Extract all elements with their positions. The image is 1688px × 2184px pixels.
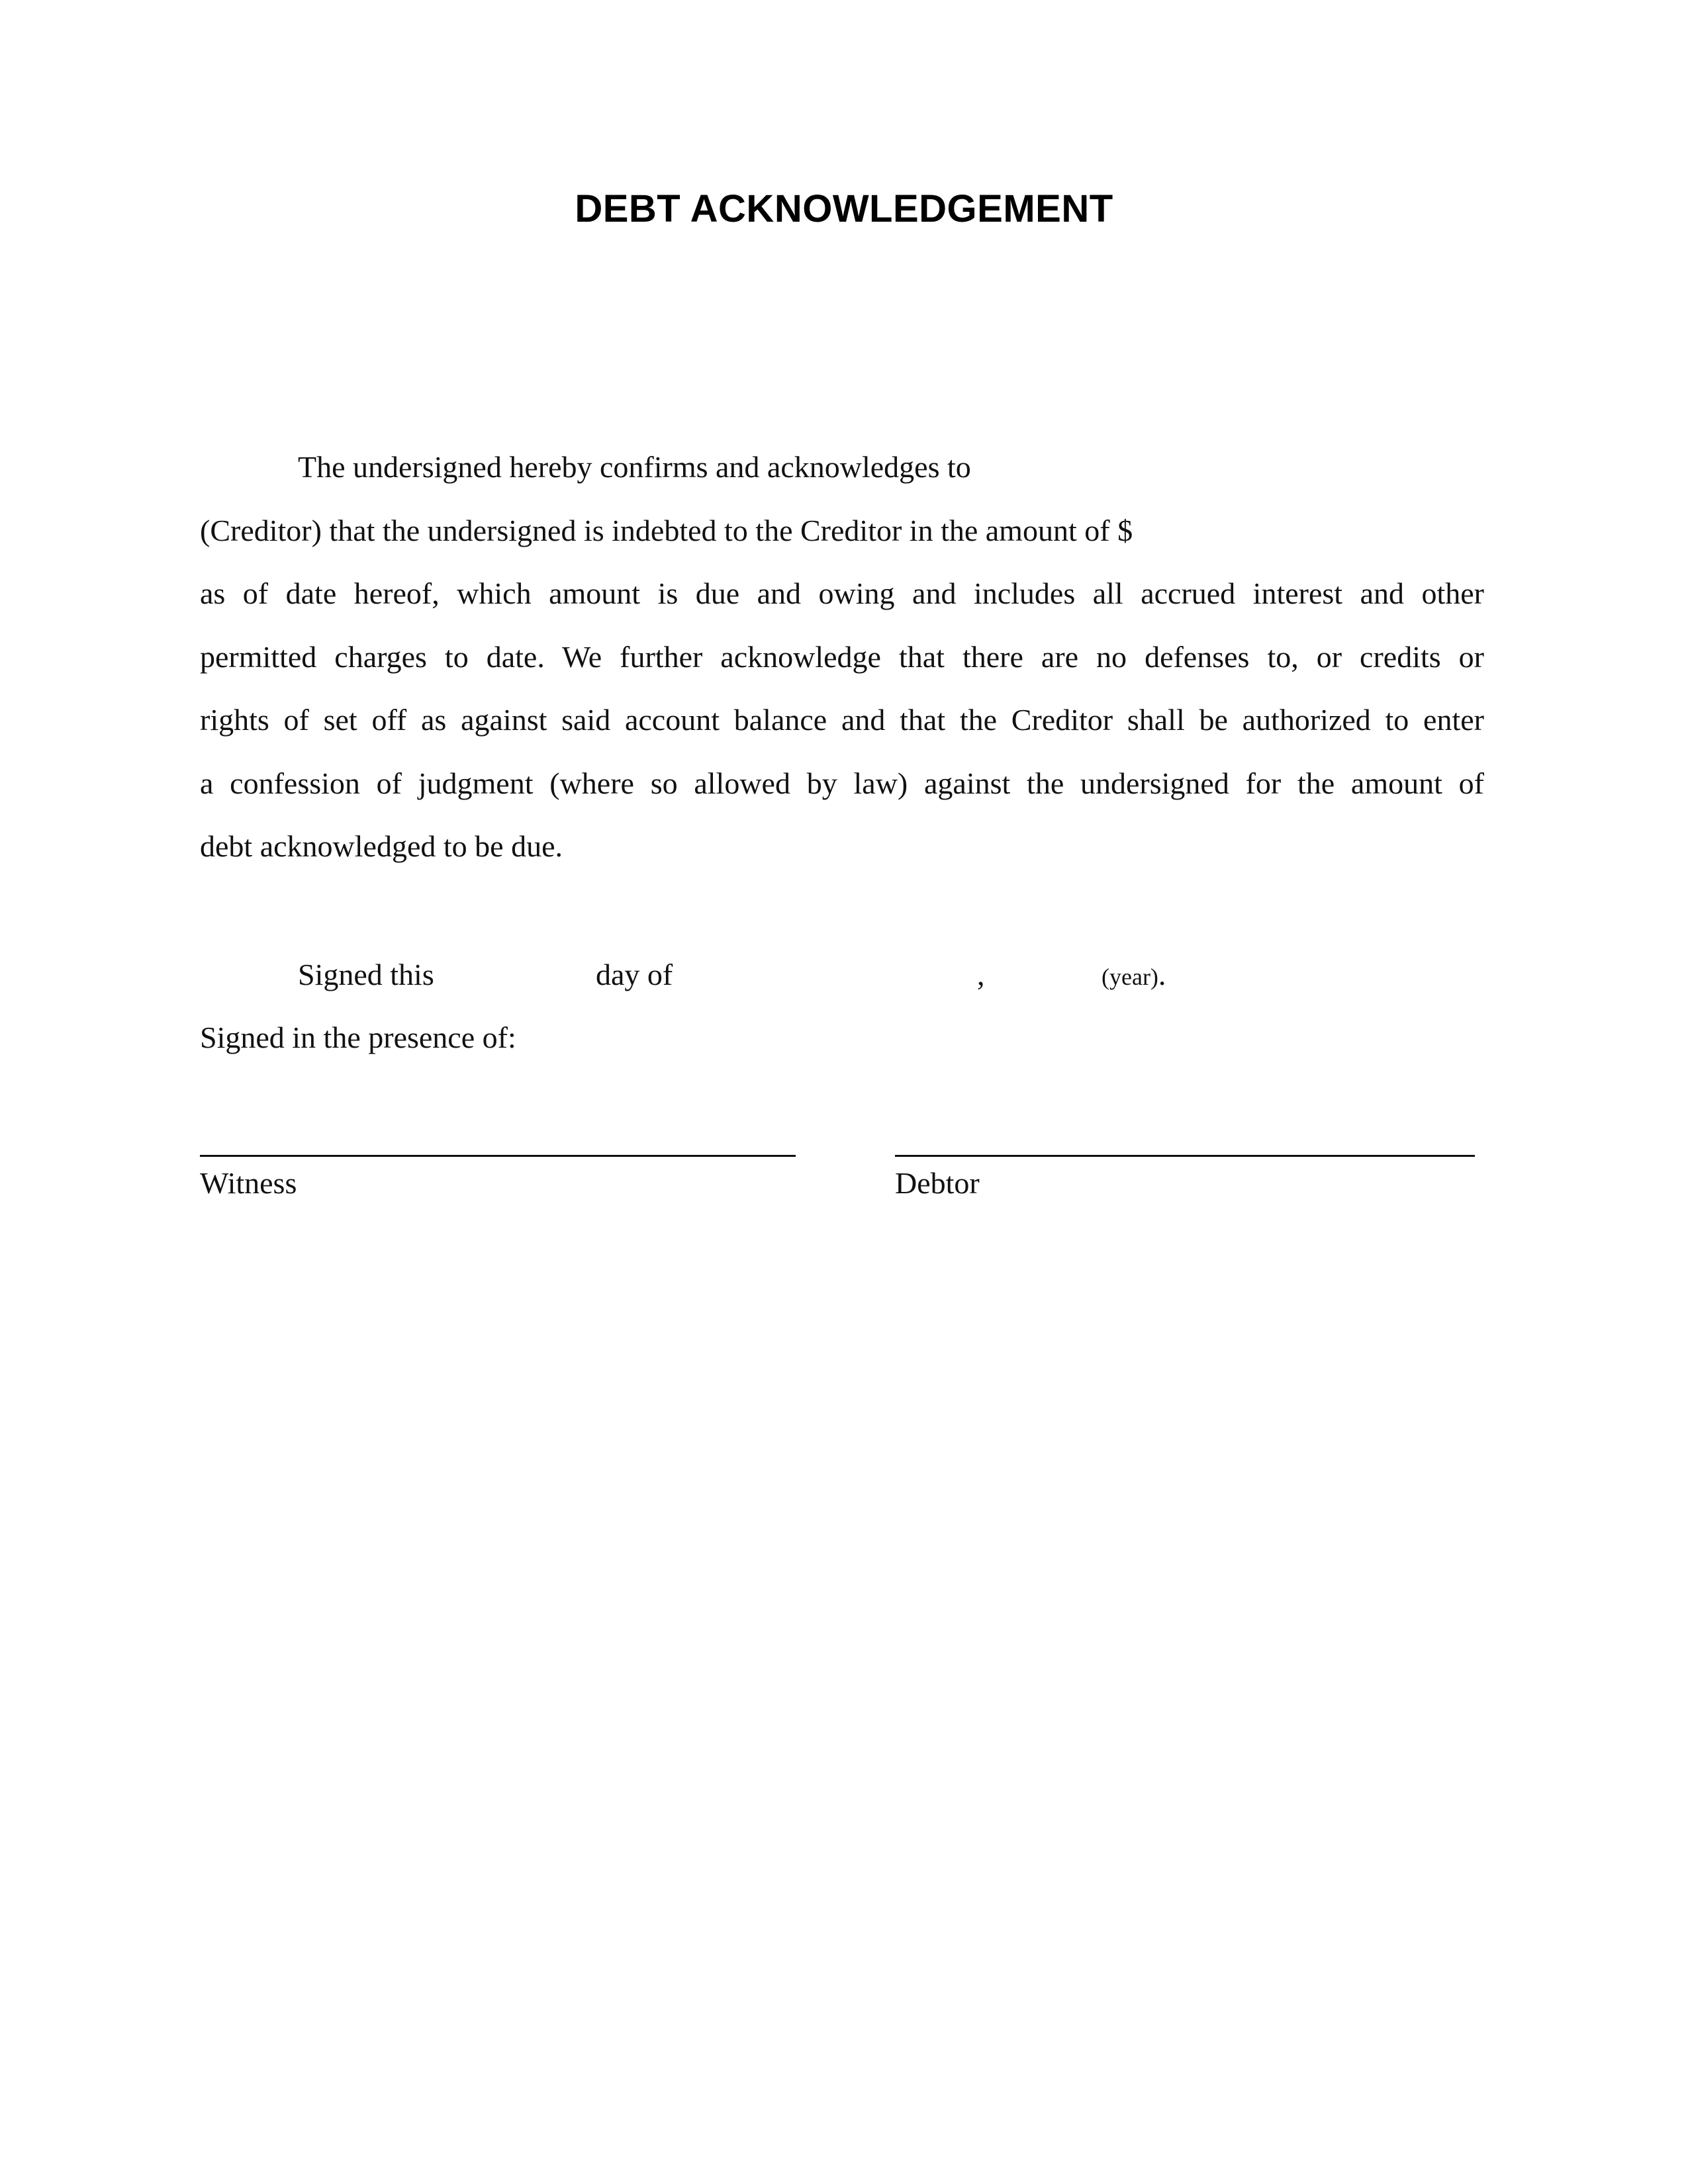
paragraph-line-2: (Creditor) that the undersigned is indebted to the Creditor in the amount of $ xyxy=(200,514,1133,547)
year-period: . xyxy=(1158,958,1166,991)
paragraph-line-1: The undersigned hereby confirms and acknowledges to xyxy=(298,450,971,484)
paragraph-line-3: as of date hereof, which amount is due and owing and includes all accrued interest and other xyxy=(200,576,1484,610)
year-field xyxy=(1102,956,1166,995)
signed-this-label: Signed this xyxy=(298,958,434,991)
presence-label: Signed in the presence of: xyxy=(200,1021,516,1054)
document-title: DEBT ACKNOWLEDGEMENT xyxy=(575,187,1113,230)
debtor-signature-line xyxy=(895,1155,1475,1157)
paragraph-line-6: a confession of judgment (where so allowed by law) against the undersigned for the amount of xyxy=(200,766,1484,800)
paragraph-line-7: debt acknowledged to be due. xyxy=(200,829,563,863)
witness-label: Witness xyxy=(200,1166,297,1200)
year-label: (year) xyxy=(1102,964,1158,990)
paragraph-line-4: permitted charges to date. We further acknowledge that there are no defenses to, or credits or xyxy=(200,640,1484,674)
witness-signature-line xyxy=(200,1155,796,1157)
date-comma: , xyxy=(977,958,985,991)
day-of-label: day of xyxy=(596,958,673,991)
paragraph-line-5: rights of set off as against said account balance and that the Creditor shall be authorized to enter xyxy=(200,703,1484,737)
debtor-label: Debtor xyxy=(895,1166,980,1200)
